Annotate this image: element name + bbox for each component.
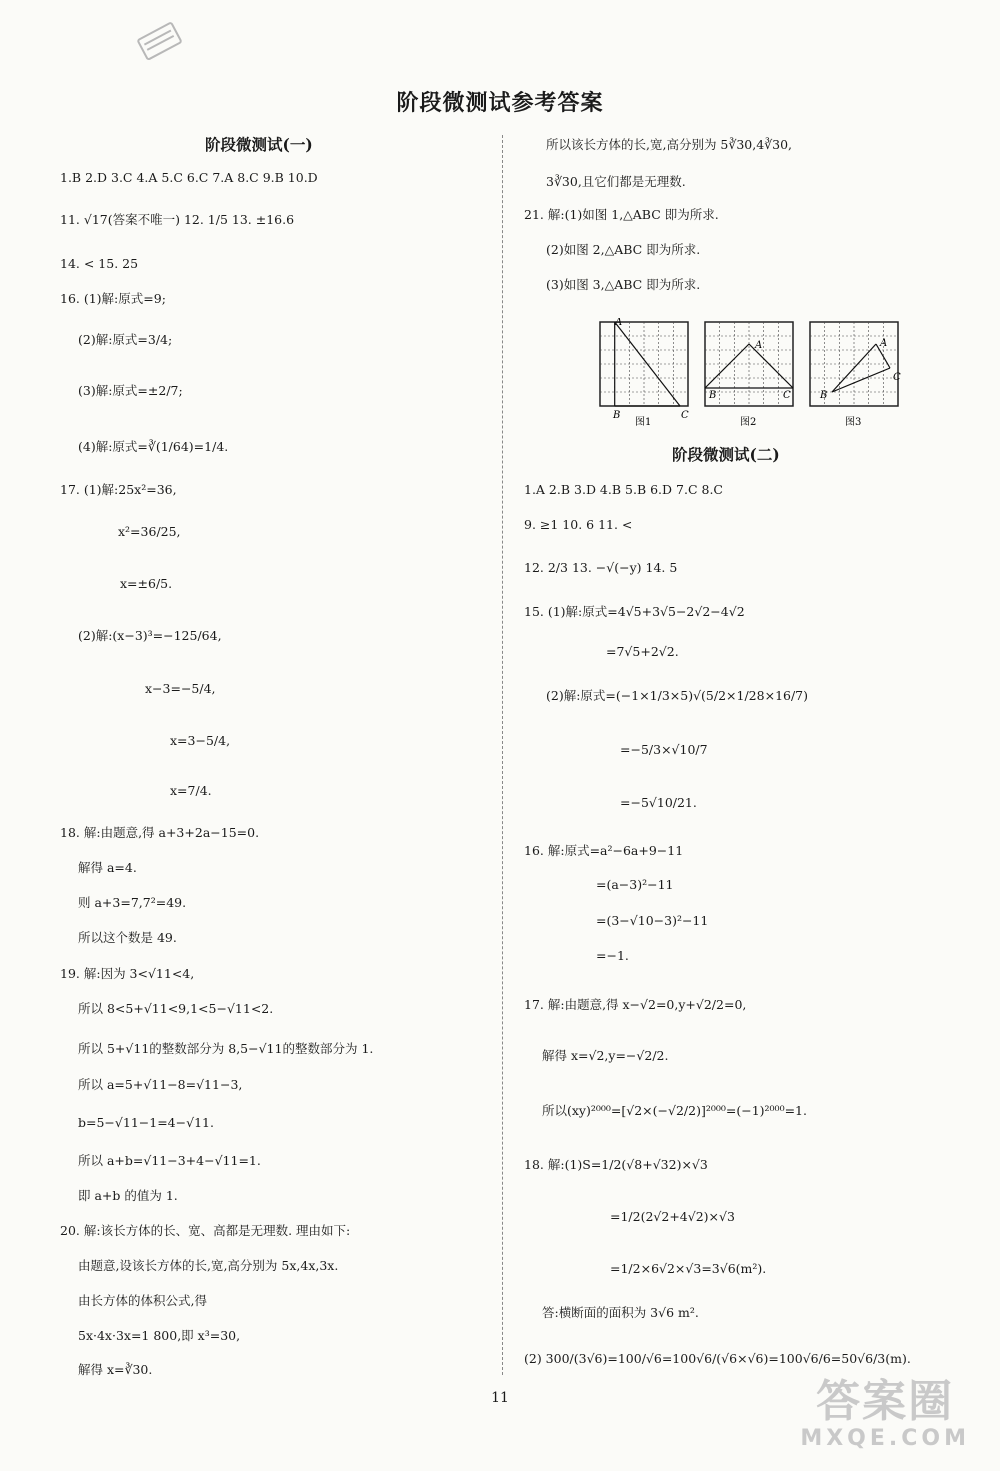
answer-line: =1/2×6√2×√3=3√6(m²). bbox=[610, 1261, 767, 1276]
answer-line: 17. 解:由题意,得 x−√2=0,y+√2/2=0, bbox=[524, 997, 747, 1012]
answer-line: =−5√10/21. bbox=[620, 795, 697, 810]
answer-line: =−1. bbox=[596, 948, 629, 963]
point-label-b: B bbox=[613, 410, 621, 421]
right-section-title: 阶段微测试(二) bbox=[672, 445, 780, 464]
figure-label-3: 图3 bbox=[845, 417, 862, 428]
answer-line: 19. 解:因为 3<√11<4, bbox=[60, 966, 195, 981]
answer-line: 5x·4x·3x=1 800,即 x³=30, bbox=[78, 1328, 241, 1343]
answer-line: 所以(xy)²⁰⁰⁰=[√2×(−√2/2)]²⁰⁰⁰=(−1)²⁰⁰⁰=1. bbox=[542, 1103, 807, 1118]
answer-line: 1.A 2.B 3.D 4.B 5.B 6.D 7.C 8.C bbox=[524, 482, 723, 497]
point-label-b: B bbox=[820, 390, 828, 401]
answer-line: 17. (1)解:25x²=36, bbox=[60, 482, 177, 497]
answer-line: 所以 a=5+√11−8=√11−3, bbox=[78, 1077, 243, 1092]
answer-line: (3)如图 3,△ABC 即为所求. bbox=[546, 277, 701, 292]
answer-line: 18. 解:由题意,得 a+3+2a−15=0. bbox=[60, 825, 260, 840]
answer-line: (2) 300/(3√6)=100/√6=100√6/(√6×√6)=100√6/6=50√6/3(m). bbox=[524, 1351, 911, 1366]
answer-line: 15. (1)解:原式=4√5+3√5−2√2−4√2 bbox=[524, 604, 745, 619]
watermark-url: MXQE.COM bbox=[800, 1426, 970, 1451]
answer-line: 由长方体的体积公式,得 bbox=[78, 1293, 207, 1308]
page-number: 11 bbox=[491, 1390, 509, 1406]
answer-line: 所以这个数是 49. bbox=[78, 930, 177, 945]
answer-line: x=3−5/4, bbox=[170, 733, 231, 748]
point-label-c: C bbox=[681, 410, 689, 421]
answer-line: 12. 2/3 13. −√(−y) 14. 5 bbox=[524, 560, 678, 575]
point-label-b: B bbox=[709, 390, 717, 401]
answer-line: 16. (1)解:原式=9; bbox=[60, 291, 166, 306]
answer-line: (2)解:原式=3/4; bbox=[78, 332, 173, 347]
answer-line: 16. 解:原式=a²−6a+9−11 bbox=[524, 843, 684, 858]
answer-line: 解得 a=4. bbox=[78, 860, 137, 875]
answer-line: 则 a+3=7,7²=49. bbox=[78, 895, 187, 910]
answer-line: x=±6/5. bbox=[120, 576, 173, 591]
grid-figures bbox=[595, 318, 905, 437]
answer-line: (2)解:原式=(−1×1/3×5)√(5/2×1/28×16/7) bbox=[546, 688, 809, 703]
point-label-a: A bbox=[615, 318, 623, 328]
left-section-title: 阶段微测试(一) bbox=[205, 135, 313, 154]
figure-2 bbox=[705, 322, 793, 406]
watermark-logo-text: 答案圈 bbox=[816, 1376, 955, 1427]
figure-1 bbox=[600, 322, 688, 406]
answer-line: 1.B 2.D 3.C 4.A 5.C 6.C 7.A 8.C 9.B 10.D bbox=[60, 170, 318, 185]
answer-line: 21. 解:(1)如图 1,△ABC 即为所求. bbox=[524, 207, 719, 222]
point-label-a: A bbox=[880, 338, 888, 349]
page-title: 阶段微测试参考答案 bbox=[396, 90, 604, 116]
answer-line: b=5−√11−1=4−√11. bbox=[78, 1115, 214, 1130]
answer-line: 所以 a+b=√11−3+4−√11=1. bbox=[78, 1153, 261, 1168]
point-label-c: C bbox=[783, 390, 791, 401]
answer-line: 即 a+b 的值为 1. bbox=[78, 1188, 178, 1203]
answer-line: =1/2(2√2+4√2)×√3 bbox=[610, 1209, 735, 1224]
figure-label-1: 图1 bbox=[635, 417, 652, 428]
answer-line: 9. ≥1 10. 6 11. < bbox=[524, 517, 633, 532]
answer-line: x=7/4. bbox=[170, 783, 212, 798]
answer-line: (3)解:原式=±2/7; bbox=[78, 383, 183, 398]
answer-line: 解得 x=√2,y=−√2/2. bbox=[542, 1048, 669, 1063]
answer-line: 所以 8<5+√11<9,1<5−√11<2. bbox=[78, 1001, 274, 1016]
answer-line: (2)解:(x−3)³=−125/64, bbox=[78, 628, 222, 643]
site-watermark bbox=[800, 1378, 970, 1451]
point-label-a: A bbox=[755, 340, 763, 351]
answer-line: 18. 解:(1)S=1/2(√8+√32)×√3 bbox=[524, 1157, 708, 1172]
point-label-c: C bbox=[893, 372, 901, 383]
answer-line: 14. < 15. 25 bbox=[60, 256, 139, 271]
answer-line: 20. 解:该长方体的长、宽、高都是无理数. 理由如下: bbox=[60, 1223, 351, 1238]
answer-line: x−3=−5/4, bbox=[145, 681, 216, 696]
answer-line: =−5/3×√10/7 bbox=[620, 742, 708, 757]
answer-line: 3∛30,且它们都是无理数. bbox=[546, 174, 686, 189]
answer-line: x²=36/25, bbox=[118, 524, 181, 539]
answer-line: (4)解:原式=∛(1/64)=1/4. bbox=[78, 439, 229, 454]
answer-line: =(a−3)²−11 bbox=[596, 877, 674, 892]
column-divider bbox=[502, 135, 503, 1375]
answer-line: (2)如图 2,△ABC 即为所求. bbox=[546, 242, 701, 257]
answer-line: 11. √17(答案不唯一) 12. 1/5 13. ±16.6 bbox=[60, 212, 295, 227]
answer-line: 所以 5+√11的整数部分为 8,5−√11的整数部分为 1. bbox=[78, 1041, 374, 1056]
corner-stamp bbox=[135, 20, 185, 64]
answer-line: 所以该长方体的长,宽,高分别为 5∛30,4∛30, bbox=[546, 137, 793, 152]
answer-line: =(3−√10−3)²−11 bbox=[596, 913, 709, 928]
answer-line: =7√5+2√2. bbox=[606, 644, 679, 659]
figure-label-2: 图2 bbox=[740, 417, 757, 428]
answer-line: 解得 x=∛30. bbox=[78, 1362, 153, 1377]
answer-line: 由题意,设该长方体的长,宽,高分别为 5x,4x,3x. bbox=[78, 1258, 339, 1273]
answer-line: 答:横断面的面积为 3√6 m². bbox=[542, 1305, 699, 1320]
